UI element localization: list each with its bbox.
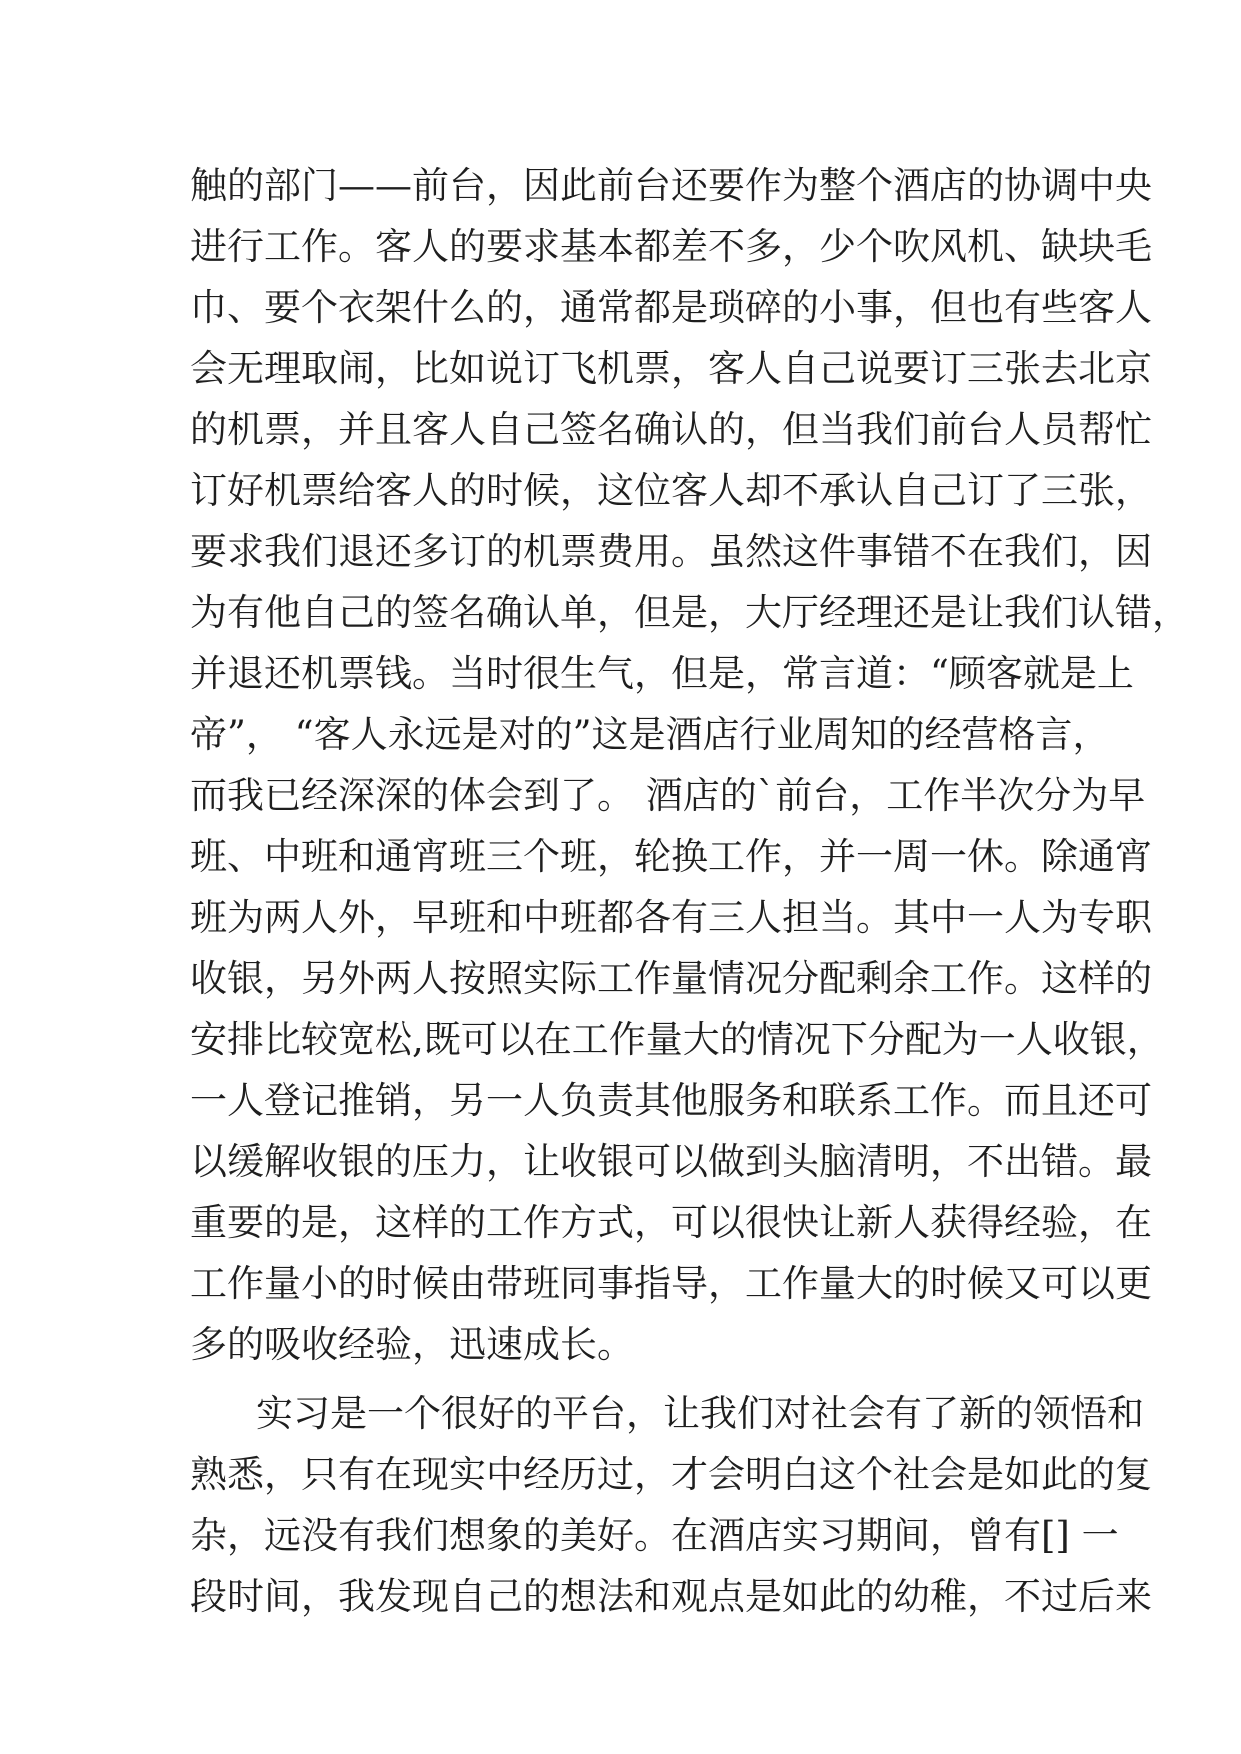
text-line: 而我已经深深的体会到了。 酒店的`前台，工作半次分为早 [190,774,1146,817]
text-line: 触的部门——前台，因此前台还要作为整个酒店的协调中央 [190,164,1152,207]
text-line: 熟悉，只有在现实中经历过，才会明白这个社会是如此的复 [190,1453,1152,1496]
paragraph-gap [190,1375,1060,1383]
paragraph [190,155,1189,1375]
text-line: 订好机票给客人的时候，这位客人却不承认自己订了三张， [190,469,1152,512]
text-line: 的机票，并且客人自己签名确认的，但当我们前台人员帮忙 [190,408,1152,451]
text-line: 班、中班和通宵班三个班，轮换工作，并一周一休。除通宵 [190,835,1152,878]
text-line: 重要的是，这样的工作方式，可以很快让新人获得经验，在 [190,1201,1152,1244]
text-line: 进行工作。客人的要求基本都差不多，少个吹风机、缺块毛 [190,225,1152,268]
text-line: 以缓解收银的压力，让收银可以做到头脑清明，不出错。最 [190,1140,1152,1183]
text-line: 段时间，我发现自己的想法和观点是如此的幼稚，不过后来 [190,1575,1152,1618]
text-line: 工作量小的时候由带班同事指导，工作量大的时候又可以更 [190,1262,1152,1305]
text-line: 班为两人外，早班和中班都各有三人担当。其中一人为专职 [190,896,1152,939]
text-line: 巾、要个衣架什么的，通常都是琐碎的小事，但也有些客人 [190,286,1152,329]
document-body [190,155,1189,1627]
text-line: 帝”， “客人永远是对的”这是酒店行业周知的经营格言， [190,713,1110,756]
text-line: 为有他自己的签名确认单，但是，大厅经理还是让我们认错， [190,591,1189,634]
text-line: 杂，远没有我们想象的美好。在酒店实习期间，曾有[] 一 [190,1514,1119,1557]
text-line: 实习是一个很好的平台，让我们对社会有了新的领悟和 [256,1392,1144,1435]
text-line: 收银，另外两人按照实际工作量情况分配剩余工作。这样的 [190,957,1152,1000]
text-line: 多的吸收经验，迅速成长。 [190,1323,634,1366]
paragraph [190,1383,1152,1627]
text-line: 并退还机票钱。当时很生气，但是，常言道：“顾客就是上 [190,652,1134,695]
text-line: 安排比较宽松,既可以在工作量大的情况下分配为一人收银， [190,1018,1164,1061]
text-line: 要求我们退还多订的机票费用。虽然这件事错不在我们，因 [190,530,1152,573]
text-line: 一人登记推销，另一人负责其他服务和联系工作。而且还可 [190,1079,1152,1122]
text-line: 会无理取闹，比如说订飞机票，客人自己说要订三张去北京 [190,347,1152,390]
